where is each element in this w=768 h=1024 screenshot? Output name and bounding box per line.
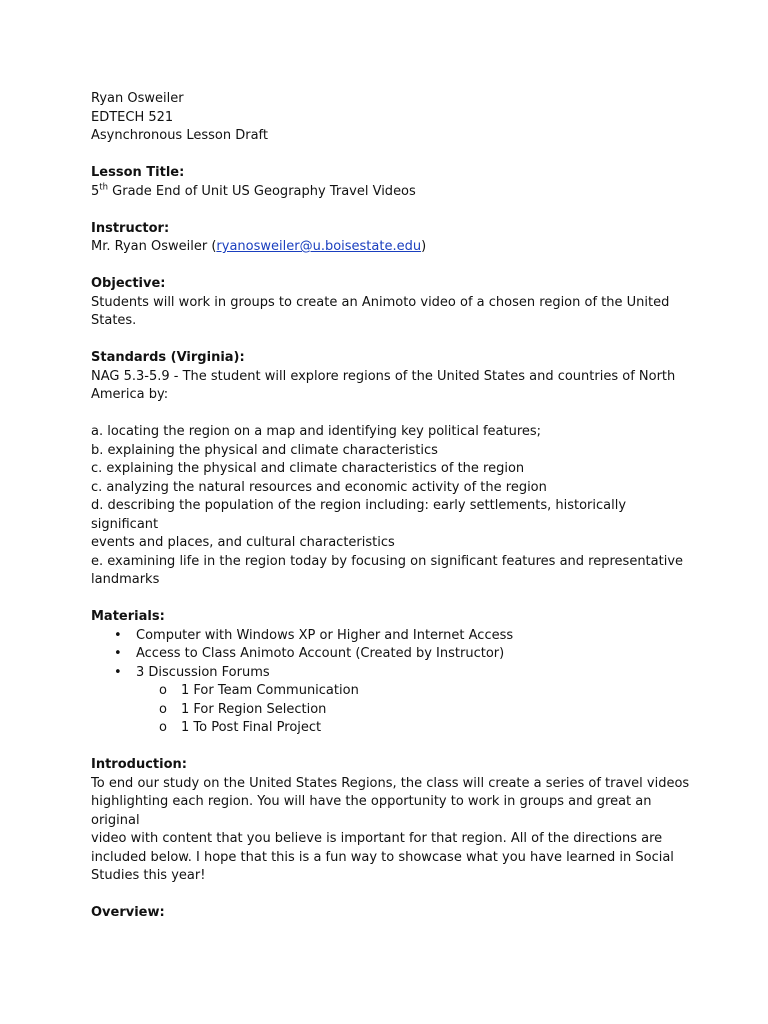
list-item: o 1 For Team Communication — [91, 682, 691, 701]
standards-intro-line: America by: — [91, 387, 169, 402]
introduction-line: To end our study on the United States Regions, the class will create a series of travel videos — [91, 775, 690, 791]
standards-item-line: c. analyzing the natural resources and economic activity of the region — [91, 479, 547, 495]
introduction-line: Studies this year! — [91, 868, 206, 883]
list-item: o 1 For Region Selection — [91, 701, 691, 720]
standards-item-line: b. explaining the physical and climate characteristics — [91, 442, 438, 458]
hollow-bullet-icon: o — [159, 683, 167, 698]
instructor-line — [91, 238, 691, 257]
grade-number: 5 — [91, 183, 100, 199]
hollow-bullet-icon: o — [159, 701, 167, 717]
introduction-line: video with content that you believe is important for that region. All of the directions are — [91, 831, 663, 846]
standards-item-line: events and places, and cultural characteristics — [91, 535, 395, 550]
introduction-line: highlighting each region. You will have the opportunity to work in groups and great an original — [91, 794, 652, 828]
objective-heading: Objective: — [91, 276, 166, 291]
list-item: • 3 Discussion Forums — [91, 664, 691, 683]
standards-item-line: c. explaining the physical and climate characteristics of the region — [91, 461, 525, 476]
document-type: Asynchronous Lesson Draft — [91, 128, 268, 143]
list-item: • Computer with Windows XP or Higher and Internet Access — [91, 627, 691, 646]
lesson-title-text — [91, 183, 691, 202]
standards-item-line: e. examining life in the region today by focusing on significant features and representative — [91, 553, 684, 569]
grade-ordinal: th — [99, 182, 109, 193]
standards-intro-line: NAG 5.3-5.9 - The student will explore regions of the United States and countries of North — [91, 368, 676, 384]
bullet-icon: • — [114, 646, 122, 661]
instructor-heading: Instructor: — [91, 220, 170, 236]
objective-line: States. — [91, 313, 137, 328]
standards-item-line: a. locating the region on a map and identifying key political features; — [91, 424, 542, 439]
author-name: Ryan Osweiler — [91, 91, 184, 106]
instructor-email-link[interactable]: ryanosweiler@u.boisestate.edu — [216, 239, 422, 254]
document-body — [91, 90, 691, 923]
standards-item-line: d. describing the population of the region including: early settlements, historically significant — [91, 498, 627, 532]
list-item: o 1 To Post Final Project — [91, 719, 691, 738]
materials-list — [91, 627, 691, 683]
instructor-close-paren: ) — [421, 239, 427, 254]
instructor-name: Mr. Ryan Osweiler ( — [91, 239, 217, 254]
lesson-title-heading: Lesson Title: — [91, 165, 185, 180]
overview-heading: Overview: — [91, 905, 165, 920]
objective-line: Students will work in groups to create an Animoto video of a chosen region of the United — [91, 294, 670, 310]
standards-heading: Standards (Virginia): — [91, 350, 245, 365]
list-item: • Access to Class Animoto Account (Created by Instructor) — [91, 645, 691, 664]
introduction-heading: Introduction: — [91, 757, 187, 772]
bullet-icon: • — [114, 664, 122, 680]
bullet-icon: • — [114, 627, 122, 643]
lesson-title-rest: Grade End of Unit US Geography Travel Videos — [108, 183, 416, 199]
standards-item-line: landmarks — [91, 572, 160, 587]
forums-sublist — [91, 682, 691, 738]
hollow-bullet-icon: o — [159, 720, 167, 735]
introduction-line: included below. I hope that this is a fun way to showcase what you have learned in Social — [91, 849, 674, 865]
course-code: EDTECH 521 — [91, 109, 174, 125]
materials-heading: Materials: — [91, 609, 165, 624]
